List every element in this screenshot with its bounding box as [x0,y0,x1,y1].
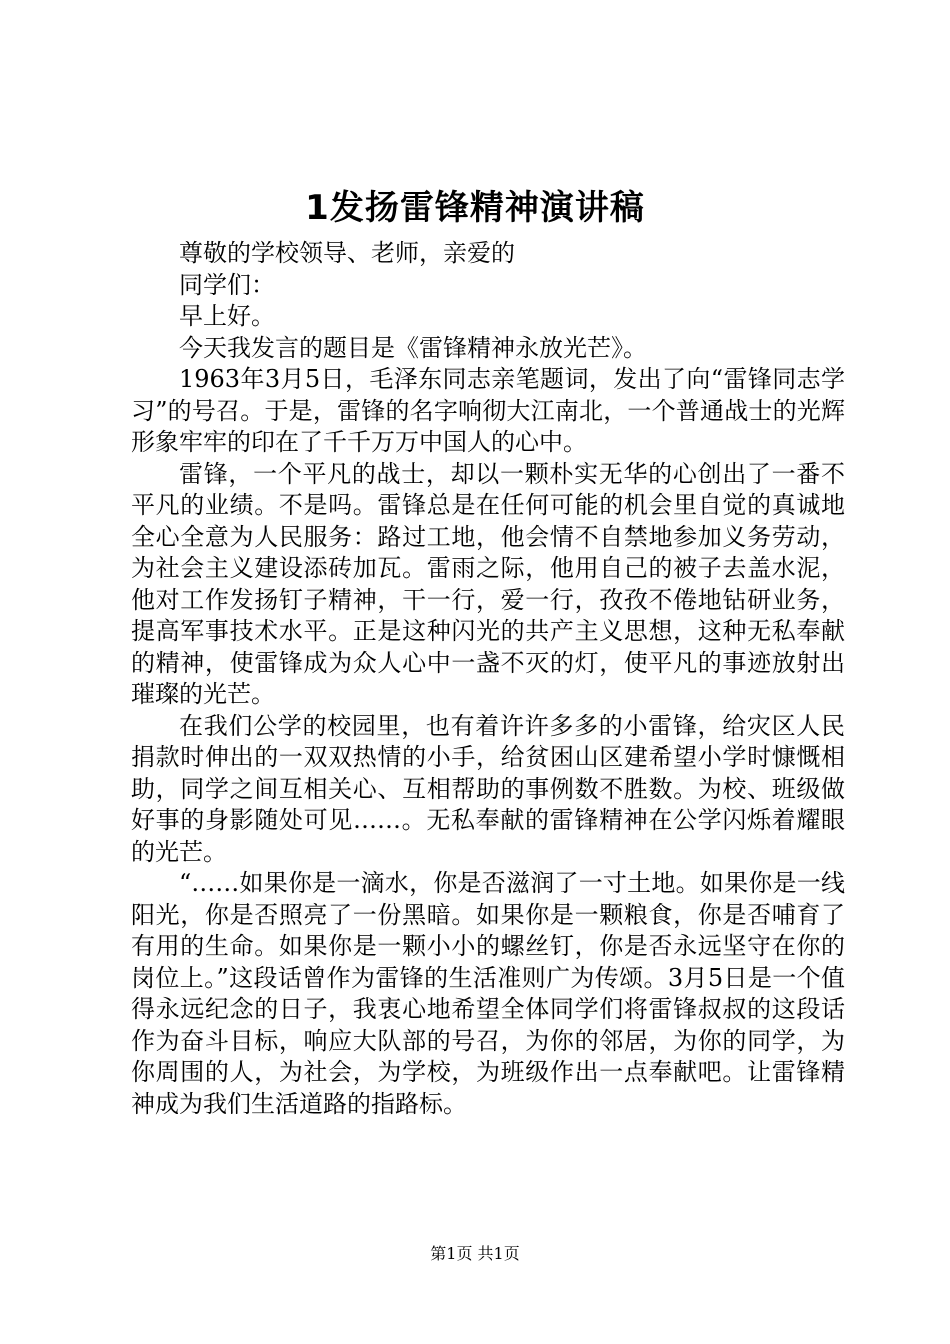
page-footer: 第1页 共1页 [430,1244,520,1263]
paragraph-greeting: 早上好。 [179,302,275,330]
paragraph-salutation-cont: 同学们： [179,270,275,299]
document-body [131,238,845,1120]
paragraph-salutation: 尊敬的学校领导、老师，亲爱的 [179,239,515,267]
paragraph-history: 1963年3月5日，毛泽东同志亲笔题词，发出了向“雷锋同志学习”的号召。于是，雷锋的名字响彻大江南北，一个普通战士的光辉形象牢牢的印在了千千万万中国人的心中。 [131,365,845,456]
paragraph-topic: 今天我发言的题目是《雷锋精神永放光芒》。 [179,333,647,362]
paragraph-school-examples: 在我们公学的校园里，也有着许许多多的小雷锋，给灾区人民捐款时伸出的一双双热情的小手，给贫困山区建希望小学时慷慨相助，同学之间互相关心、互相帮助的事例数不胜数。为校、班级做好事的身影随处可见……。无私奉献的雷锋精神在公学闪烁着耀眼的光芒。 [131,711,845,866]
paragraph-leifeng-deeds: 雷锋，一个平凡的战士，却以一颗朴实无华的心创出了一番不平凡的业绩。不是吗。雷锋总是在任何可能的机会里自觉的真诚地全心全意为人民服务：路过工地，他会情不自禁地参加义务劳动，为社会主义建设添砖加瓦。雷雨之际，他用自己的被子去盖水泥，他对工作发扬钉子精神，干一行，爱一行，孜孜不倦地钻研业务，提高军事技术水平。正是这种闪光的共产主义思想，这种无私奉献的精神，使雷锋成为众人心中一盏不灭的灯，使平凡的事迹放射出璀璨的光芒。 [131,459,845,708]
document-title: 1发扬雷锋精神演讲稿 [305,188,645,228]
paragraph-quote-closing: “……如果你是一滴水，你是否滋润了一寸土地。如果你是一线阳光，你是否照亮了一份黑暗。如果你是一颗粮食，你是否哺育了有用的生命。如果你是一颗小小的螺丝钉，你是否永远坚守在你的岗位上。”这段话曾作为雷锋的生活准则广为传颂。3月5日是一个值得永远纪念的日子，我衷心地希望全体同学们将雷锋叔叔的这段话作为奋斗目标，响应大队部的号召，为你的邻居，为你的同学，为你周围的人，为社会，为学校，为班级作出一点奉献吧。让雷锋精神成为我们生活道路的指路标。 [131,869,845,1118]
